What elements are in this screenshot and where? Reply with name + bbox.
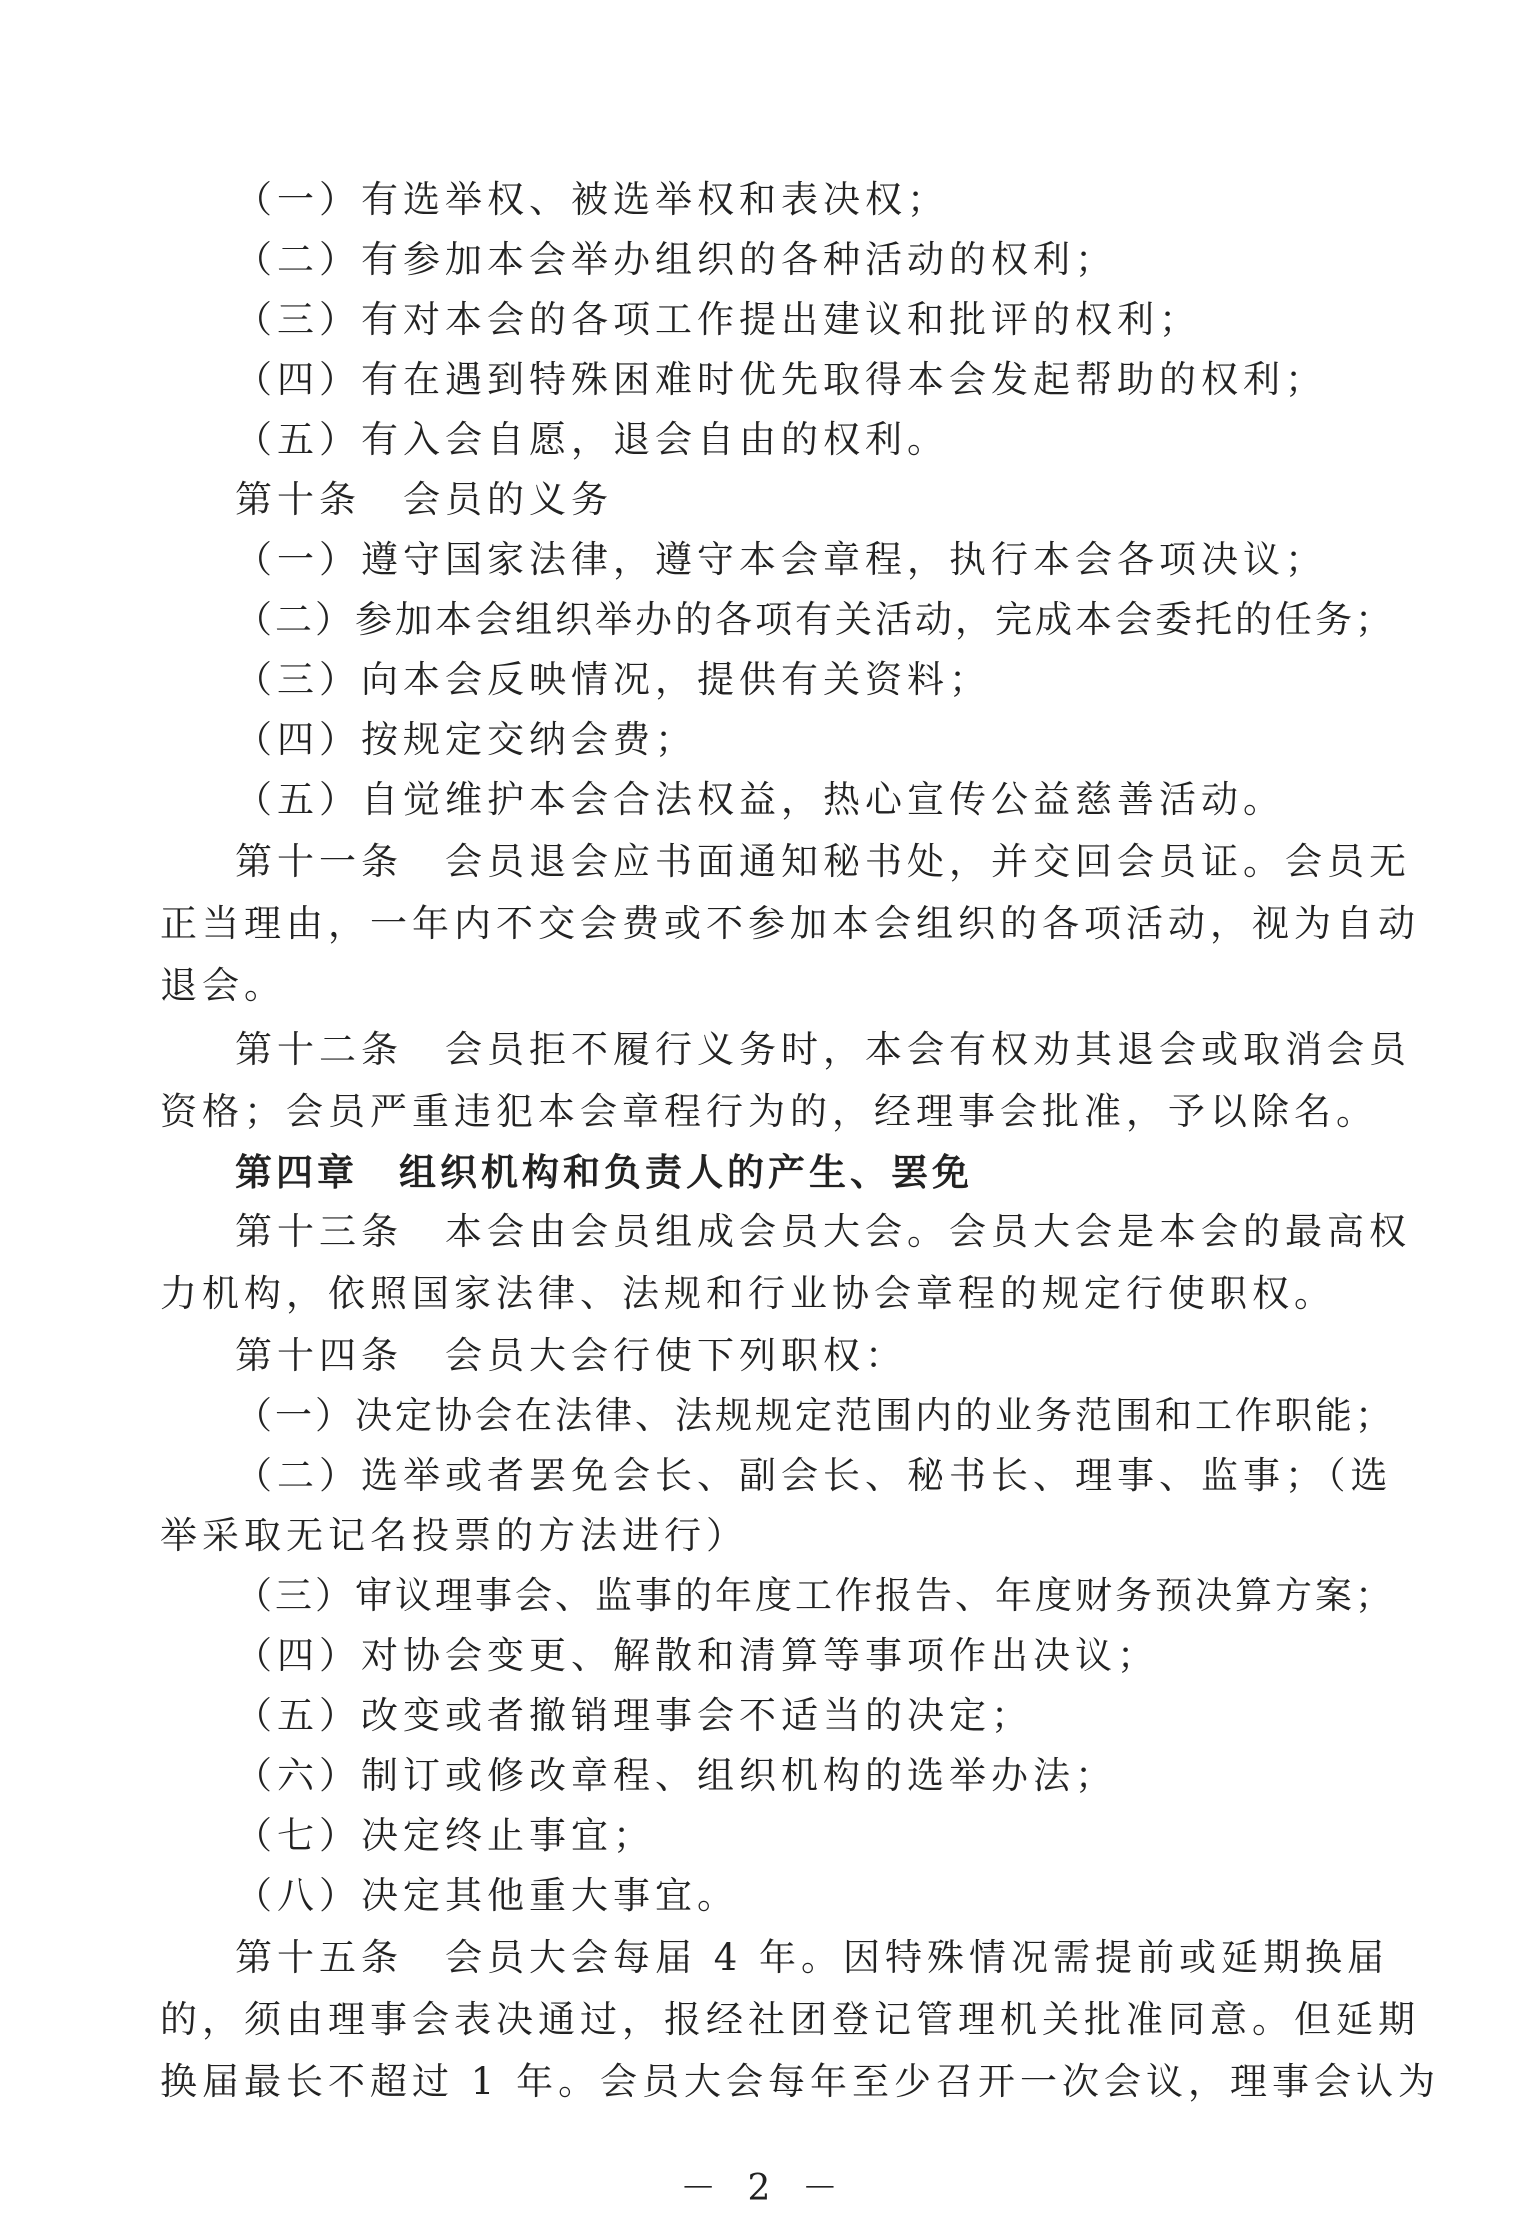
text-line: （四）按规定交纳会费； <box>235 718 697 761</box>
text-line: （五）改变或者撤销理事会不适当的决定； <box>235 1694 1033 1737</box>
paragraph-line: 换届最长不超过 1 年。会员大会每年至少召开一次会议，理事会认为 <box>160 2060 1441 2103</box>
text-line: （三）向本会反映情况，提供有关资料； <box>235 658 991 701</box>
text-line: （六）制订或修改章程、组织机构的选举办法； <box>235 1754 1117 1797</box>
text-line: （三）有对本会的各项工作提出建议和批评的权利； <box>235 298 1201 341</box>
paragraph-line: 第十一条 会员退会应书面通知秘书处，并交回会员证。会员无 <box>235 840 1411 883</box>
paragraph-line: 第十三条 本会由会员组成会员大会。会员大会是本会的最高权 <box>235 1210 1411 1253</box>
paragraph-line: 的，须由理事会表决通过，报经社团登记管理机关批准同意。但延期 <box>160 1998 1420 2041</box>
page-number: － 2 － <box>680 2168 848 2209</box>
paragraph-line: 退会。 <box>160 964 286 1007</box>
text-line: （五）自觉维护本会合法权益，热心宣传公益慈善活动。 <box>235 778 1285 821</box>
article-heading: 第十条 会员的义务 <box>235 478 613 521</box>
text-line: （五）有入会自愿，退会自由的权利。 <box>235 418 949 461</box>
text-line: （一）决定协会在法律、法规规定范围内的业务范围和工作职能； <box>235 1394 1395 1437</box>
paragraph-line: 正当理由，一年内不交会费或不参加本会组织的各项活动，视为自动 <box>160 902 1420 945</box>
text-line: （二）参加本会组织举办的各项有关活动，完成本会委托的任务； <box>235 598 1395 641</box>
paragraph-line: 第十二条 会员拒不履行义务时，本会有权劝其退会或取消会员 <box>235 1028 1411 1071</box>
text-line: （三）审议理事会、监事的年度工作报告、年度财务预决算方案； <box>235 1574 1395 1617</box>
text-line: （四）对协会变更、解散和清算等事项作出决议； <box>235 1634 1159 1677</box>
text-line: （二）选举或者罢免会长、副会长、秘书长、理事、监事；（选 <box>235 1454 1393 1497</box>
text-line: （一）有选举权、被选举权和表决权； <box>235 178 949 221</box>
text-line: （七）决定终止事宜； <box>235 1814 655 1857</box>
text-line: （一）遵守国家法律，遵守本会章程，执行本会各项决议； <box>235 538 1327 581</box>
text-line: （四）有在遇到特殊困难时优先取得本会发起帮助的权利； <box>235 358 1327 401</box>
paragraph-line: 资格；会员严重违犯本会章程行为的，经理事会批准，予以除名。 <box>160 1090 1378 1133</box>
paragraph-line: 力机构，依照国家法律、法规和行业协会章程的规定行使职权。 <box>160 1272 1336 1315</box>
text-line: （二）有参加本会举办组织的各种活动的权利； <box>235 238 1117 281</box>
paragraph-line: 第十五条 会员大会每届 4 年。因特殊情况需提前或延期换届 <box>235 1936 1390 1979</box>
article-heading: 第十四条 会员大会行使下列职权： <box>235 1334 907 1377</box>
text-line: 举采取无记名投票的方法进行） <box>160 1514 748 1557</box>
text-line: （八）决定其他重大事宜。 <box>235 1874 739 1917</box>
chapter-heading: 第四章 组织机构和负责人的产生、罢免 <box>235 1150 973 1194</box>
